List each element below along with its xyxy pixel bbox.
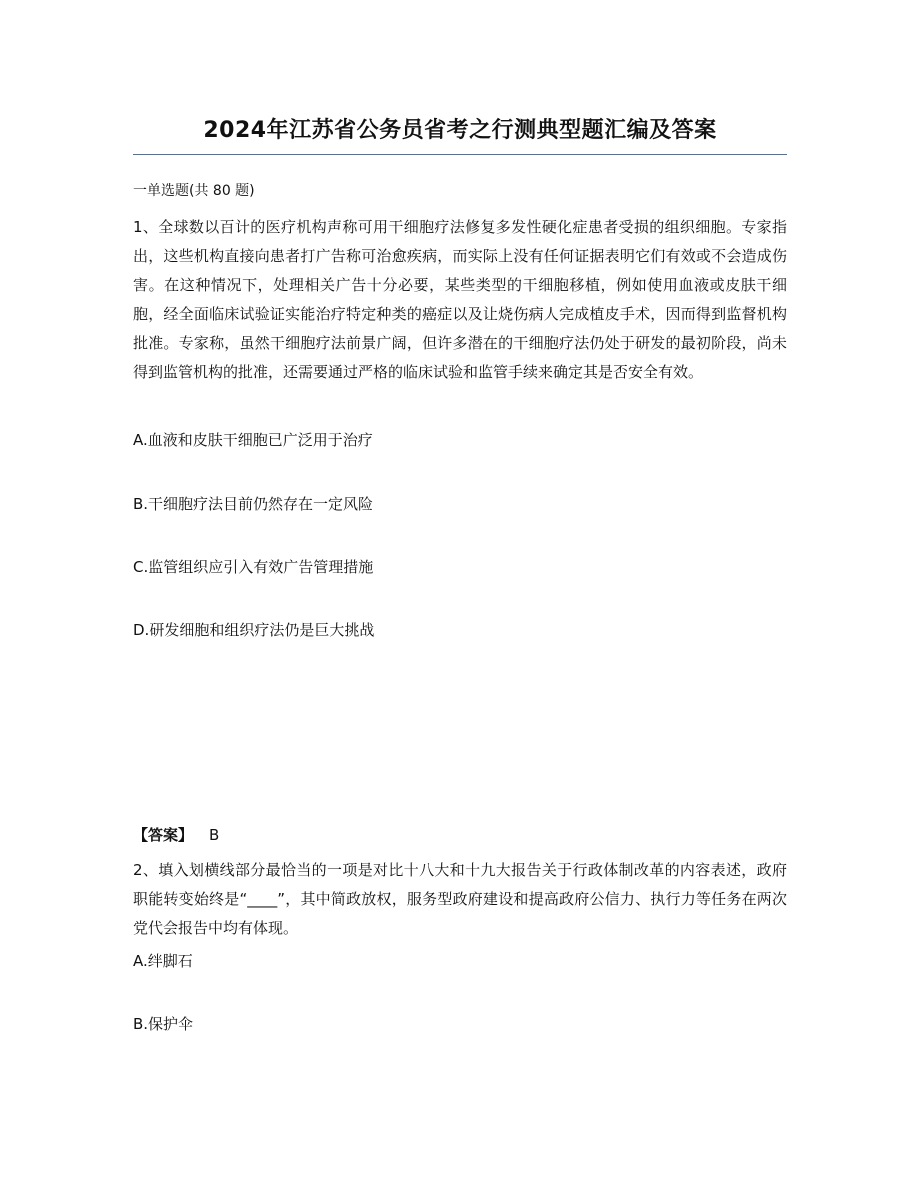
- question-2-option-b: B.保护伞: [133, 1015, 194, 1033]
- question-1-option-c: C.监管组织应引入有效广告管理措施: [133, 558, 374, 576]
- answer-value: B: [209, 826, 220, 844]
- section-heading: 一单选题(共 80 题): [133, 183, 255, 199]
- question-1-option-a: A.血液和皮肤干细胞已广泛用于治疗: [133, 431, 373, 449]
- title-divider: [133, 154, 787, 155]
- question-1-option-d: D.研发细胞和组织疗法仍是巨大挑战: [133, 621, 375, 639]
- question-2-stem: 2、填入划横线部分最恰当的一项是对比十八大和十九大报告关于行政体制改革的内容表述，政府职能转变始终是“____”，其中简政放权，服务型政府建设和提高政府公信力、执行力等任务在两次党代会报告中均有体现。: [133, 861, 787, 937]
- question-2-option-a: A.绊脚石: [133, 952, 193, 970]
- document-title: 2024年江苏省公务员省考之行测典型题汇编及答案: [203, 118, 717, 143]
- answer-label: 【答案】: [133, 826, 194, 844]
- question-1-answer: [133, 824, 219, 846]
- question-1-option-b: B.干细胞疗法目前仍然存在一定风险: [133, 495, 374, 513]
- question-1-stem: 1、全球数以百计的医疗机构声称可用干细胞疗法修复多发性硬化症患者受损的组织细胞。专家指出，这些机构直接向患者打广告称可治愈疾病，而实际上没有任何证据表明它们有效或不会造成伤害。在这种情况下，处理相关广告十分必要，某些类型的干细胞移植，例如使用血液或皮肤干细胞，经全面临床试验证实能治疗特定种类的癌症以及让烧伤病人完成植皮手术，因而得到监督机构批准。专家称，虽然干细胞疗法前景广阔，但许多潜在的干细胞疗法仍处于研发的最初阶段，尚未得到监管机构的批准，还需要通过严格的临床试验和监管手续来确定其是否安全有效。: [133, 218, 787, 381]
